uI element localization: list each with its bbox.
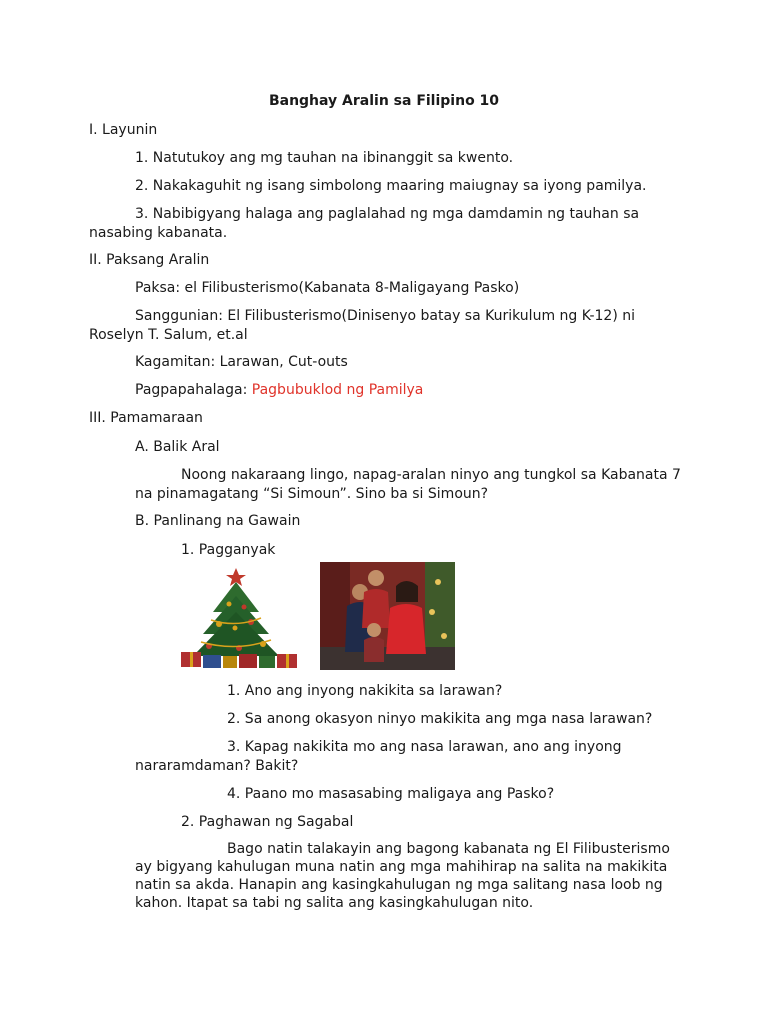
- christmas-tree-image: [179, 562, 300, 670]
- paghawan-text: ay bigyang kahulugan muna natin ang mga mahihirap na salita na makikita: [135, 859, 668, 875]
- question-item: 1. Ano ang inyong nakikita sa larawan?: [227, 683, 503, 699]
- sanggunian-line: Sanggunian: El Filibusterismo(Dinisenyo batay sa Kurikulum ng K-12) ni: [135, 308, 635, 324]
- section-heading-layunin: I. Layunin: [89, 122, 158, 138]
- document-title: Banghay Aralin sa Filipino 10: [268, 93, 500, 109]
- question-item: 4. Paano mo masasabing maligaya ang Pasko?: [227, 786, 555, 802]
- balik-aral-text: Noong nakaraang lingo, napag-aralan ninyo ang tungkol sa Kabanata 7: [181, 467, 681, 483]
- question-item: 3. Kapag nakikita mo ang nasa larawan, ano ang inyong: [227, 739, 622, 755]
- layunin-item: 1. Natutukoy ang mg tauhan na ibinanggit sa kwento.: [135, 150, 514, 166]
- pagpapahalaga-line: [135, 381, 423, 399]
- pagpapahalaga-label: Pagpapahalaga:: [135, 382, 248, 398]
- kagamitan-line: Kagamitan: Larawan, Cut-outs: [135, 354, 348, 370]
- family-photo-image: [320, 562, 455, 670]
- pagganyak-heading: 1. Pagganyak: [181, 542, 276, 558]
- paghawan-text: Bago natin talakayin ang bagong kabanata ng El Filibusterismo: [227, 841, 670, 857]
- paksa-line: Paksa: el Filibusterismo(Kabanata 8-Maligayang Pasko): [135, 280, 520, 296]
- section-heading-pamamaraan: III. Pamamaraan: [89, 410, 203, 426]
- pagpapahalaga-value: Pagbubuklod ng Pamilya: [251, 382, 424, 398]
- paghawan-heading: 2. Paghawan ng Sagabal: [181, 814, 354, 830]
- question-item: 2. Sa anong okasyon ninyo makikita ang mga nasa larawan?: [227, 711, 653, 727]
- section-heading-paksang-aralin: II. Paksang Aralin: [89, 252, 210, 268]
- panlinang-heading: B. Panlinang na Gawain: [135, 513, 301, 529]
- paghawan-text: kahon. Itapat sa tabi ng salita ang kasingkahulugan nito.: [135, 895, 534, 911]
- layunin-item: 3. Nabibigyang halaga ang paglalahad ng mga damdamin ng tauhan sa: [135, 206, 640, 222]
- balik-aral-text-continuation: na pinamagatang “Si Simoun”. Sino ba si Simoun?: [135, 486, 489, 502]
- sanggunian-line-continuation: Roselyn T. Salum, et.al: [89, 327, 248, 343]
- layunin-item-continuation: nasabing kabanata.: [89, 225, 228, 241]
- balik-aral-heading: A. Balik Aral: [135, 439, 220, 455]
- paghawan-text: natin sa akda. Hanapin ang kasingkahulugan ng mga salitang nasa loob ng: [135, 877, 663, 893]
- question-item-continuation: nararamdaman? Bakit?: [135, 758, 299, 774]
- layunin-item: 2. Nakakaguhit ng isang simbolong maaring maiugnay sa iyong pamilya.: [135, 178, 647, 194]
